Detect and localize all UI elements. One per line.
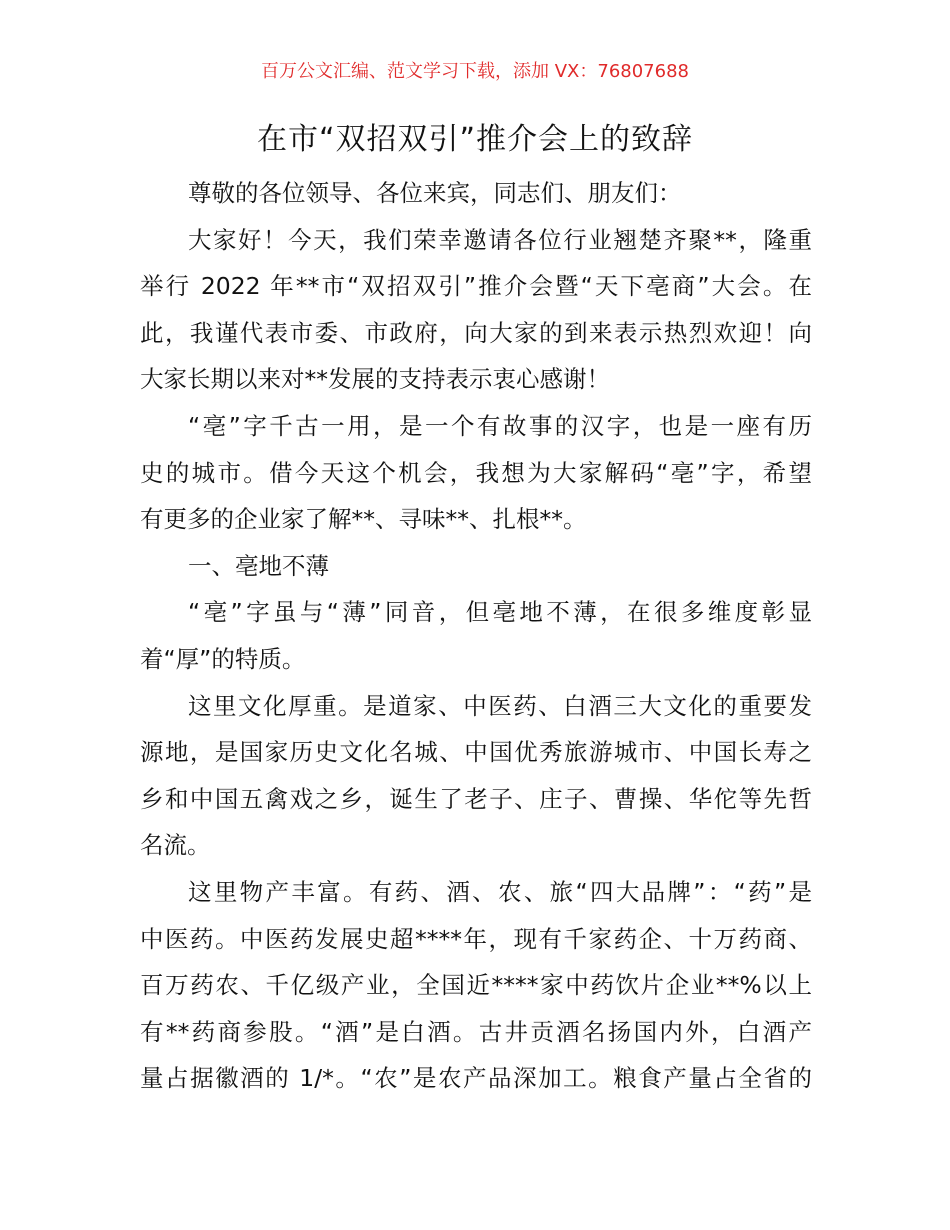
paragraph <box>140 683 812 869</box>
text-line: 源地，是国家历史文化名城、中国优秀旅游城市、中国长寿之 <box>140 738 812 767</box>
document-title: 在市“双招双引”推介会上的致辞 <box>256 122 694 157</box>
section-heading <box>140 543 812 590</box>
paragraph <box>140 589 812 682</box>
text-line: 有**药商参股。“酒”是白酒。古井贡酒名扬国内外，白酒产 <box>140 1017 812 1046</box>
paragraph <box>140 170 812 217</box>
text-line: 大家长期以来对**发展的支持表示衷心感谢！ <box>140 365 610 394</box>
text-line: “亳”字虽与“薄”同音，但亳地不薄，在很多维度彰显 <box>188 598 812 627</box>
watermark-header: 百万公文汇编、范文学习下载，添加 VX：76807688 <box>261 61 689 82</box>
text-line: 着“厚”的特质。 <box>140 644 306 673</box>
paragraph <box>140 869 812 1102</box>
text-line: 这里物产丰富。有药、酒、农、旅“四大品牌”：“药”是 <box>188 877 812 906</box>
document-body <box>140 170 812 1102</box>
text-line: 名流。 <box>140 831 211 860</box>
text-line: 大家好！今天，我们荣幸邀请各位行业翘楚齐聚**，隆重 <box>188 225 812 254</box>
text-line: 乡和中国五禽戏之乡，诞生了老子、庄子、曹操、华佗等先哲 <box>140 784 812 813</box>
text-line: 此，我谨代表市委、市政府，向大家的到来表示热烈欢迎！向 <box>140 318 812 347</box>
text-line: 量占据徽酒的 1/*。“农”是农产品深加工。粮食产量占全省的 <box>140 1064 812 1093</box>
text-line: 有更多的企业家了解**、寻味**、扎根**。 <box>140 505 587 534</box>
text-line: 这里文化厚重。是道家、中医药、白酒三大文化的重要发 <box>188 691 812 720</box>
text-line: 尊敬的各位领导、各位来宾，同志们、朋友们： <box>188 179 682 207</box>
text-line: 举行 2022 年**市“双招双引”推介会暨“天下亳商”大会。在 <box>140 272 812 301</box>
text-line: 史的城市。借今天这个机会，我想为大家解码“亳”字，希望 <box>140 458 812 487</box>
text-line: 百万药农、千亿级产业，全国近****家中药饮片企业**%以上 <box>140 971 812 1000</box>
paragraph <box>140 403 812 543</box>
text-line: “亳”字千古一用，是一个有故事的汉字，也是一座有历 <box>188 411 812 440</box>
text-line: 中医药。中医药发展史超****年，现有千家药企、十万药商、 <box>140 924 812 953</box>
text-line: 一、亳地不薄 <box>188 551 329 580</box>
paragraph <box>140 217 812 403</box>
